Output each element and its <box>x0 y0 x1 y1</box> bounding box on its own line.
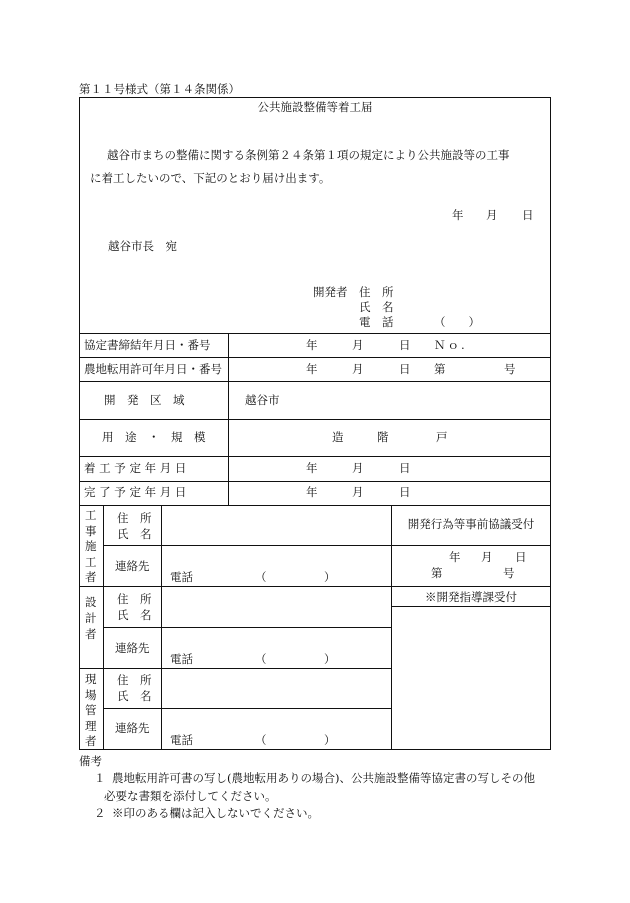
stamp-sep <box>391 586 551 587</box>
use-label: 用 途 ・ 規 模 <box>102 430 206 444</box>
row-sep <box>79 456 551 457</box>
prior-consultation-month: 月 <box>481 550 493 564</box>
agreement-year: 年 <box>306 338 318 352</box>
prior-consultation-dai: 第 <box>431 566 443 580</box>
note1-number: １ <box>94 771 106 785</box>
addressee: 越谷市長 宛 <box>108 239 177 253</box>
document-title: 公共施設整備等着工届 <box>257 100 373 114</box>
prior-consultation-year: 年 <box>449 550 461 564</box>
designer-name-label: 氏 名 <box>117 608 152 622</box>
area-label: 開 発 区 域 <box>104 393 185 407</box>
party-row-sep <box>103 708 391 709</box>
farmland-year: 年 <box>306 362 318 376</box>
stamp-sep <box>391 606 551 607</box>
row-sep <box>79 505 551 506</box>
agreement-label: 協定書締結年月日・番号 <box>84 338 211 352</box>
start-month: 月 <box>352 461 364 475</box>
start-day: 日 <box>399 461 411 475</box>
note1-line2: 必要な書類を添付してください。 <box>104 789 277 803</box>
contractor-address-label: 住 所 <box>117 511 152 525</box>
use-ko: 戸 <box>436 430 448 444</box>
frame-left <box>79 97 80 750</box>
stamp-sep <box>391 545 551 546</box>
contractor-contact-label: 連絡先 <box>115 559 150 573</box>
form-number: 第１１号様式（第１４条関係） <box>79 82 240 96</box>
notes-title: 備考 <box>79 754 102 768</box>
end-day: 日 <box>399 485 411 499</box>
row-sep <box>79 481 551 482</box>
note2-text: ※印のある欄は記入しないでください。 <box>112 806 319 820</box>
prior-consultation-go: 号 <box>503 566 515 580</box>
note1-line1: 農地転用許可書の写し(農地転用ありの場合)、公共施設整備等協定書の写しその他 <box>112 771 535 785</box>
farmland-label: 農地転用許可年月日・番号 <box>84 362 222 376</box>
party-group-sep <box>79 586 391 587</box>
prior-consultation-day: 日 <box>515 550 527 564</box>
end-year: 年 <box>306 485 318 499</box>
end-date-label: 完 了 予 定 年 月 日 <box>84 485 187 499</box>
designer-address-label: 住 所 <box>117 592 152 606</box>
contractor-label: 工事施工者 <box>85 508 97 584</box>
start-date-label: 着 工 予 定 年 月 日 <box>84 461 187 475</box>
end-month: 月 <box>352 485 364 499</box>
row-sep <box>79 381 551 382</box>
agreement-month: 月 <box>352 338 364 352</box>
contractor-phone-paren: （ ） <box>255 570 336 584</box>
frame-right <box>550 97 551 750</box>
agreement-no: Ｎｏ. <box>434 338 467 352</box>
row-sep <box>79 357 551 358</box>
party-row-sep <box>103 627 391 628</box>
use-kai: 階 <box>377 430 389 444</box>
developer-phone-paren: （ ） <box>434 315 480 329</box>
farmland-month: 月 <box>352 362 364 376</box>
designer-phone-label: 電話 <box>170 652 193 666</box>
designer-phone-paren: （ ） <box>255 652 336 666</box>
row-sep <box>79 419 551 420</box>
developer-name-label: 氏 名 <box>359 300 394 314</box>
farmland-go: 号 <box>504 362 516 376</box>
frame-top <box>79 97 551 98</box>
site-manager-contact-label: 連絡先 <box>115 721 150 735</box>
submit-date-day: 日 <box>522 208 534 222</box>
submit-date-month: 月 <box>486 208 498 222</box>
designer-label: 設計者 <box>85 595 97 641</box>
farmland-dai: 第 <box>434 362 446 376</box>
start-year: 年 <box>306 461 318 475</box>
note2-number: ２ <box>94 806 106 820</box>
designer-contact-label: 連絡先 <box>115 641 150 655</box>
agreement-day: 日 <box>399 338 411 352</box>
body-text-line2: に着工したいので、下記のとおり届け出ます。 <box>90 171 331 185</box>
site-manager-address-label: 住 所 <box>117 673 152 687</box>
contractor-phone-label: 電話 <box>170 570 193 584</box>
area-value: 越谷市 <box>245 393 280 407</box>
body-text-line1: 越谷市まちの整備に関する条例第２４条第１項の規定により公共施設等の工事 <box>107 148 510 162</box>
prior-consultation-title: 開発行為等事前協議受付 <box>407 517 535 531</box>
party-group-sep <box>79 668 391 669</box>
site-manager-phone-label: 電話 <box>170 733 193 747</box>
guidance-dept-title: ※開発指導課受付 <box>425 590 517 604</box>
use-zo: 造 <box>332 430 344 444</box>
site-manager-name-label: 氏 名 <box>117 689 152 703</box>
site-manager-label: 現場管理者 <box>85 672 97 748</box>
farmland-day: 日 <box>399 362 411 376</box>
row-sep <box>79 333 551 334</box>
contractor-name-label: 氏 名 <box>117 527 152 541</box>
site-manager-phone-paren: （ ） <box>255 733 336 747</box>
developer-address-label: 住 所 <box>359 285 394 299</box>
developer-phone-label: 電 話 <box>359 315 394 329</box>
submit-date-year: 年 <box>452 208 464 222</box>
frame-bottom <box>79 749 551 750</box>
stamp-col-divider <box>391 505 392 750</box>
developer-label: 開発者 <box>313 285 348 299</box>
label-col-divider <box>228 333 229 505</box>
party-row-sep <box>103 545 391 546</box>
